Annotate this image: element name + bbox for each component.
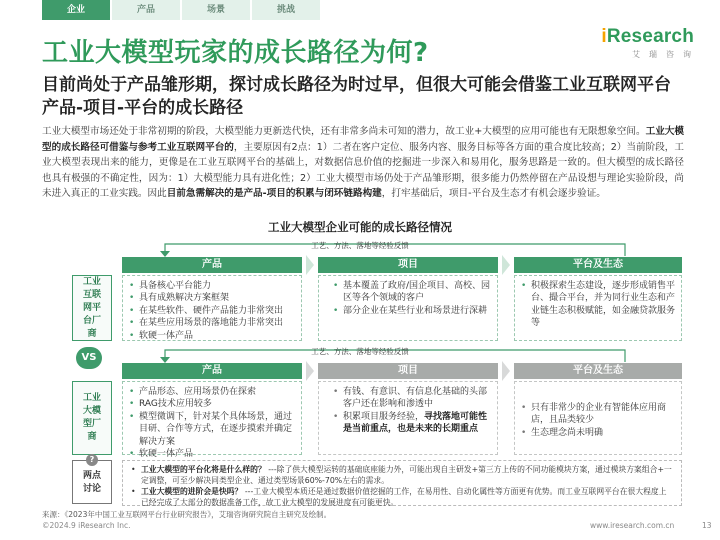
row-label-llm-vendor: 工业大模型厂商: [72, 381, 112, 455]
iresearch-logo: [601, 26, 700, 60]
diagram-title: 工业大模型企业可能的成长路径情况: [268, 220, 452, 234]
list-item: • 模型微调下，针对某个具体场景，通过目研、合作等方式，在逐步摸索并确定解决方案: [129, 411, 295, 448]
list-item: • 产品形态、应用场景仍在探索: [129, 386, 295, 398]
row1-platform-box: [514, 275, 682, 341]
tab-challenge[interactable]: 挑战: [252, 0, 320, 20]
list-item: • 在某些应用场景的落地能力非常突出: [129, 317, 295, 329]
nav-tabs: [42, 0, 322, 20]
page-title: 工业大模型玩家的成长路径为何?: [42, 38, 429, 68]
list-item: • 积累项目服务经验，寻找落地可能性是当前重点，也是未来的长期重点: [333, 411, 491, 436]
list-item: • 基本覆盖了政府/国企项目、高校、园区等各个领域的客户: [333, 280, 491, 305]
list-item: • 部分企业在某些行业和场景进行深耕: [333, 305, 491, 317]
chevron-right-icon: [502, 361, 510, 381]
column-header-platform: 平台及生态: [514, 257, 682, 273]
list-item: • 积极探索生态建设，逐步形成销售平台、撮合平台，并为同行业生态和产业链生态积极赋能，如金融贷款服务等: [521, 280, 675, 330]
column-header-platform: 平台及生态: [514, 363, 682, 379]
row1-product-box: [122, 275, 302, 341]
chevron-right-icon: [306, 361, 314, 381]
list-item: • 有钱、有意识、有信息化基础的头部客户还在影响和渗透中: [333, 386, 491, 411]
list-item: • 软硬一体产品: [129, 330, 295, 342]
list-item: • 只有非常少的企业有智能体应用商店，且品类较少: [521, 402, 675, 427]
discussion-box: [122, 460, 682, 506]
page-subtitle: 目前尚处于产品雏形期，探讨成长路径为时过早，但很大可能会借鉴工业互联网平台产品-项目-平台的成长路径: [42, 75, 671, 118]
discussion-label: 两点讨论: [72, 460, 112, 504]
list-item: • 具有成熟解决方案框架: [129, 292, 295, 304]
question-icon: ?: [86, 454, 98, 466]
website-link[interactable]: www.iresearch.com.cn: [590, 521, 675, 530]
discussion-item: • 工业大模型的平台化将是什么样的？ ---除了供大模型运转的基础底座能力外，可能出现自主研发+第三方上传的不同功能模块方案，通过模块方案组合+一定调整，可至少解决同类型企业、通过类型场景60%-70%左右的需求。: [131, 464, 673, 486]
row1-project-box: [318, 275, 498, 341]
list-item: • 生态理念尚未明确: [521, 427, 675, 439]
list-item: • RAG技术应用较多: [129, 398, 295, 410]
source-note: 来源：《2023年中国工业互联网平台行业研究报告》，艾瑞咨询研究院自主研究及绘制。: [42, 510, 332, 519]
chevron-right-icon: [306, 255, 314, 275]
row2-product-box: [122, 381, 302, 460]
list-item: • 具备核心平台能力: [129, 280, 295, 292]
feedback-label: 工艺、方法、落地等经验反馈: [311, 241, 409, 250]
row-label-iiot-vendor: 工业互联网平台厂商: [72, 275, 112, 341]
discussion-item: • 工业大模型的进阶会是快吗？ ---工业大模型本质还是通过数据价值挖掘的工作，在易用性、自动化属性等方面更有优势。而工业互联网平台在很大程度上已经完成了大部分的数据准备工作，故工业大模型的发展进度有可能更快。: [131, 486, 673, 508]
page-number: 13: [702, 521, 712, 530]
list-item: • 在某些软件、硬件产品能力非常突出: [129, 305, 295, 317]
body-paragraph: 工业大模型市场还处于非常初期的阶段，大模型能力更新迭代快，还有非常多尚未可知的潜力，故工业+大模型的应用可能也有无限想象空间。工业大模型的成长路径可借鉴与参考工业互联网平台的，主要原因有2点：1）二者在客户定位、服务内容、服务目标等各方面的重合度比较高；2）当前阶段，工业大模型表现出来的能力，更像是在工业互联网平台的基础上，对数据信息价值的挖掘进一步深入和易用化，服务思路是一致的。但大模型的成长路径也具有极强的不确定性，因为：1）大模型能力具有进化性；2）工业大模型市场仍处于产品雏形期，很多能力仍然停留在产品设想与理论实验阶段，尚未进入真正的工业实践。因此目前急需解决的是产品-项目的积累与闭环链路构建，打牢基础后，项目-平台及生态才有机会逐步验证。: [42, 126, 685, 200]
column-header-product: 产品: [122, 257, 302, 273]
column-header-product: 产品: [122, 363, 302, 379]
column-header-project: 项目: [318, 363, 498, 379]
row2-platform-box: [514, 381, 682, 455]
tab-scenario[interactable]: 场景: [182, 0, 250, 20]
row2-project-box: [318, 381, 498, 455]
chevron-right-icon: [502, 255, 510, 275]
tab-product[interactable]: 产品: [112, 0, 180, 20]
vs-badge: VS: [76, 347, 102, 369]
tab-enterprise[interactable]: 企业: [42, 0, 110, 20]
feedback-label: 工艺、方法、落地等经验反馈: [311, 347, 409, 356]
logo-tagline: 艾瑞咨询: [632, 50, 700, 59]
logo-wordmark: iResearch: [601, 26, 694, 47]
column-header-project: 项目: [318, 257, 498, 273]
list-item: • 软硬一体产品: [129, 448, 295, 460]
copyright: ©2024.9 iResearch Inc.: [42, 521, 131, 530]
